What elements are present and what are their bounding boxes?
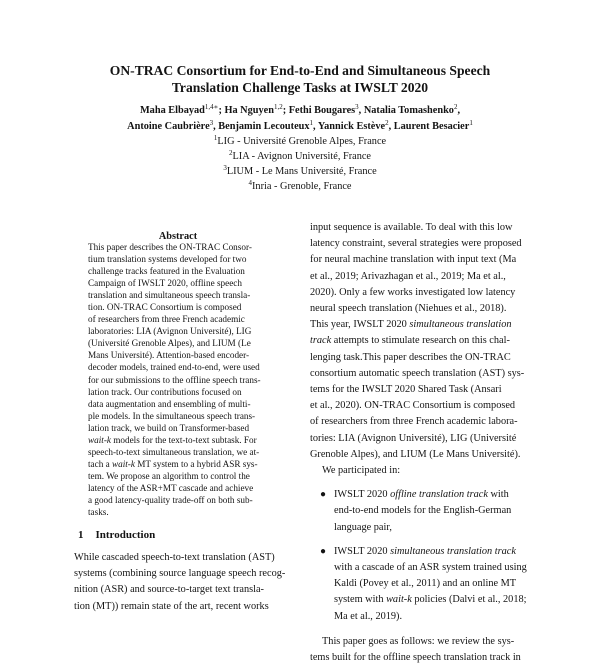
body-line: et al., 2020). ON-TRAC Consortium is composed [310,400,516,412]
title-line: Translation Challenge Tasks at IWSLT 2020 [171,80,429,95]
bullet-line: system with wait-k policies (Dalvi et al., 2018; [334,594,527,606]
author-name: Fethi Bougares [288,105,356,116]
bullet-item [310,544,535,625]
affiliation-text: LIUM - Le Mans Université, France [226,166,377,177]
intro-line: nition (ASR) and source-to-target text transla- [74,584,264,596]
participated-intro: We participated in: [322,465,401,477]
section-number: 1 [78,529,84,541]
abstract-line: This paper describes the ON-TRAC Consor- [88,242,252,252]
abstract-line: tem. We propose an algorithm to control the [88,470,250,481]
body-line: of researchers from three French academic labora- [310,416,518,428]
bullet-dot-icon: ● [320,545,327,557]
bullet-dot-icon: ● [320,489,327,501]
paper-title [40,62,560,96]
body-line: et al., 2019; Arivazhagan et al., 2019; Ma et al., [310,270,506,282]
affiliation [40,134,560,149]
author-affil-mark: 1 [469,119,473,127]
intro-line: While cascaded speech-to-text translation (AST) [74,552,275,563]
body-line: lenging task.This paper describes the ON-TRAC [310,351,511,363]
author-separator: , [313,121,318,132]
abstract-heading: Abstract [158,231,198,242]
body-line: for neural machine translation with input text (Ma [310,254,517,266]
body-line: tems for the IWSLT 2020 Shared Task (Ansari [310,384,502,396]
abstract-line: Mans Université). Attention-based encoder- [88,350,250,361]
body-line: 2020). Only a few works investigated low latency [310,286,516,298]
affiliation-number: 2 [229,149,233,157]
section-title: Introduction [95,529,156,541]
bullet-line: IWSLT 2020 simultaneous translation track [334,545,516,557]
author-name: Ha Nguyen [224,105,274,116]
abstract-line: data augmentation and ensembling of multi- [88,398,251,409]
intro-line: systems (combining source language speech recog- [74,568,286,580]
body-line: consortium automatic speech translation (AST) sys- [310,367,525,379]
author-separator: , [388,121,394,132]
intro-line: tion (MT)) remain state of the art, recent works [74,600,269,612]
abstract-line: lation track. Our contributions focused on [88,386,242,397]
abstract-line: tium translation systems developed for two [88,254,247,265]
affiliation-text: LIA - Avignon Université, France [232,151,371,162]
body-line: tories: LIA (Avignon Université), LIG (Université [310,432,517,444]
body-line: tems built for the offline speech translation track in [310,652,521,664]
body-line: input sequence is available. To deal with this low [310,222,513,233]
author-separator: ; [282,105,289,116]
bullet-line: IWSLT 2020 offline translation track with [334,489,509,501]
author-line [40,119,560,135]
bullet-line: language pair, [334,521,392,533]
affiliation-text: Inria - Grenoble, France [252,181,352,192]
abstract-line: laboratories: LIA (Avignon Université), LIG [88,326,252,337]
affiliation-number: 4 [248,179,252,187]
affiliation-text: LIG - Université Grenoble Alpes, France [217,136,387,147]
abstract-line: a good latency-quality trade-off on both sub- [88,494,253,505]
author-affil-mark: 2 [385,119,389,127]
affiliation [40,149,560,164]
author-name: Maha Elbayad [139,105,205,116]
author-line [40,103,560,119]
affiliation-number: 1 [213,134,218,142]
abstract-line: speech-to-text simultaneous translation, we at- [88,446,260,457]
affiliation [40,164,560,179]
abstract-line: for our submissions to the offline speech trans- [88,374,261,385]
author-affil-mark: 1 [309,119,314,127]
abstract-line: (Université Grenoble Alpes), and LIUM (Le [88,338,251,349]
bullet-line: end-to-end models for the English-German [334,505,512,517]
abstract-body [88,241,268,518]
body-line: This paper goes as follows: we review the sys- [322,635,515,647]
abstract-line: of researchers from three French academic [88,314,245,325]
affiliation-number: 3 [223,164,227,172]
author-separator: , [358,105,364,116]
abstract-line: wait-k models for the text-to-text subtask. For [88,434,257,445]
author-separator: ; [218,105,225,116]
bullet-item [310,487,535,536]
author-name: Laurent Besacier [393,121,470,132]
affiliation [40,179,560,194]
bullet-line: Kaldi (Povey et al., 2011) and an online MT [334,578,517,590]
author-name: Antoine Caubrière [127,121,210,132]
abstract-line: tasks. [88,507,109,518]
bullet-line: with a cascade of an ASR system trained using [334,562,527,574]
body-line: latency constraint, several strategies were proposed [310,238,522,250]
abstract-line: tach a wait-k MT system to a hybrid ASR sys- [88,458,258,469]
abstract-line: ple models. In the simultaneous speech trans- [88,410,256,421]
body-line: Grenoble Alpes), and LIUM (Le Mans Université). [310,448,521,460]
abstract-line: Campaign of IWSLT 2020, offline speech [88,278,242,289]
abstract-line: decoder models, trained end-to-end, were used [88,362,260,373]
body-line: track attempts to stimulate research on this chal- [310,335,510,347]
abstract-line: tion. ON-TRAC Consortium is composed [88,302,242,313]
right-column [310,220,535,666]
author-separator: , [457,105,461,116]
author-affil-mark: 3 [355,103,359,111]
title-line: ON-TRAC Consortium for End-to-End and Simultaneous Speech [109,63,491,78]
abstract-line: translation and simultaneous speech transla- [88,290,251,301]
author-affil-mark: 1,2 [273,103,283,111]
body-line: neural speech translation (Niehues et al., 2018). [310,303,507,315]
affiliation-list [40,134,560,194]
abstract-line: lation track, we build on Transformer-based [88,422,250,433]
author-separator: , [213,121,219,132]
author-affil-mark: 1,4∗ [204,103,219,111]
author-affil-mark: 3 [209,119,214,127]
abstract-line: challenge tracks featured in the Evaluation [88,266,245,277]
author-name: Benjamin Lecouteux [218,121,310,132]
section-heading [78,529,155,541]
author-name: Yannick Estève [317,121,386,132]
abstract-line: latency of the ASR+MT cascade and achieve [88,482,254,493]
body-line: This year, IWSLT 2020 simultaneous translation [310,319,512,331]
author-list [40,103,560,135]
introduction-body [74,550,286,615]
author-name: Natalia Tomashenko [363,105,454,116]
author-affil-mark: 2 [453,103,458,111]
bullet-line: Ma et al., 2019). [334,610,403,622]
